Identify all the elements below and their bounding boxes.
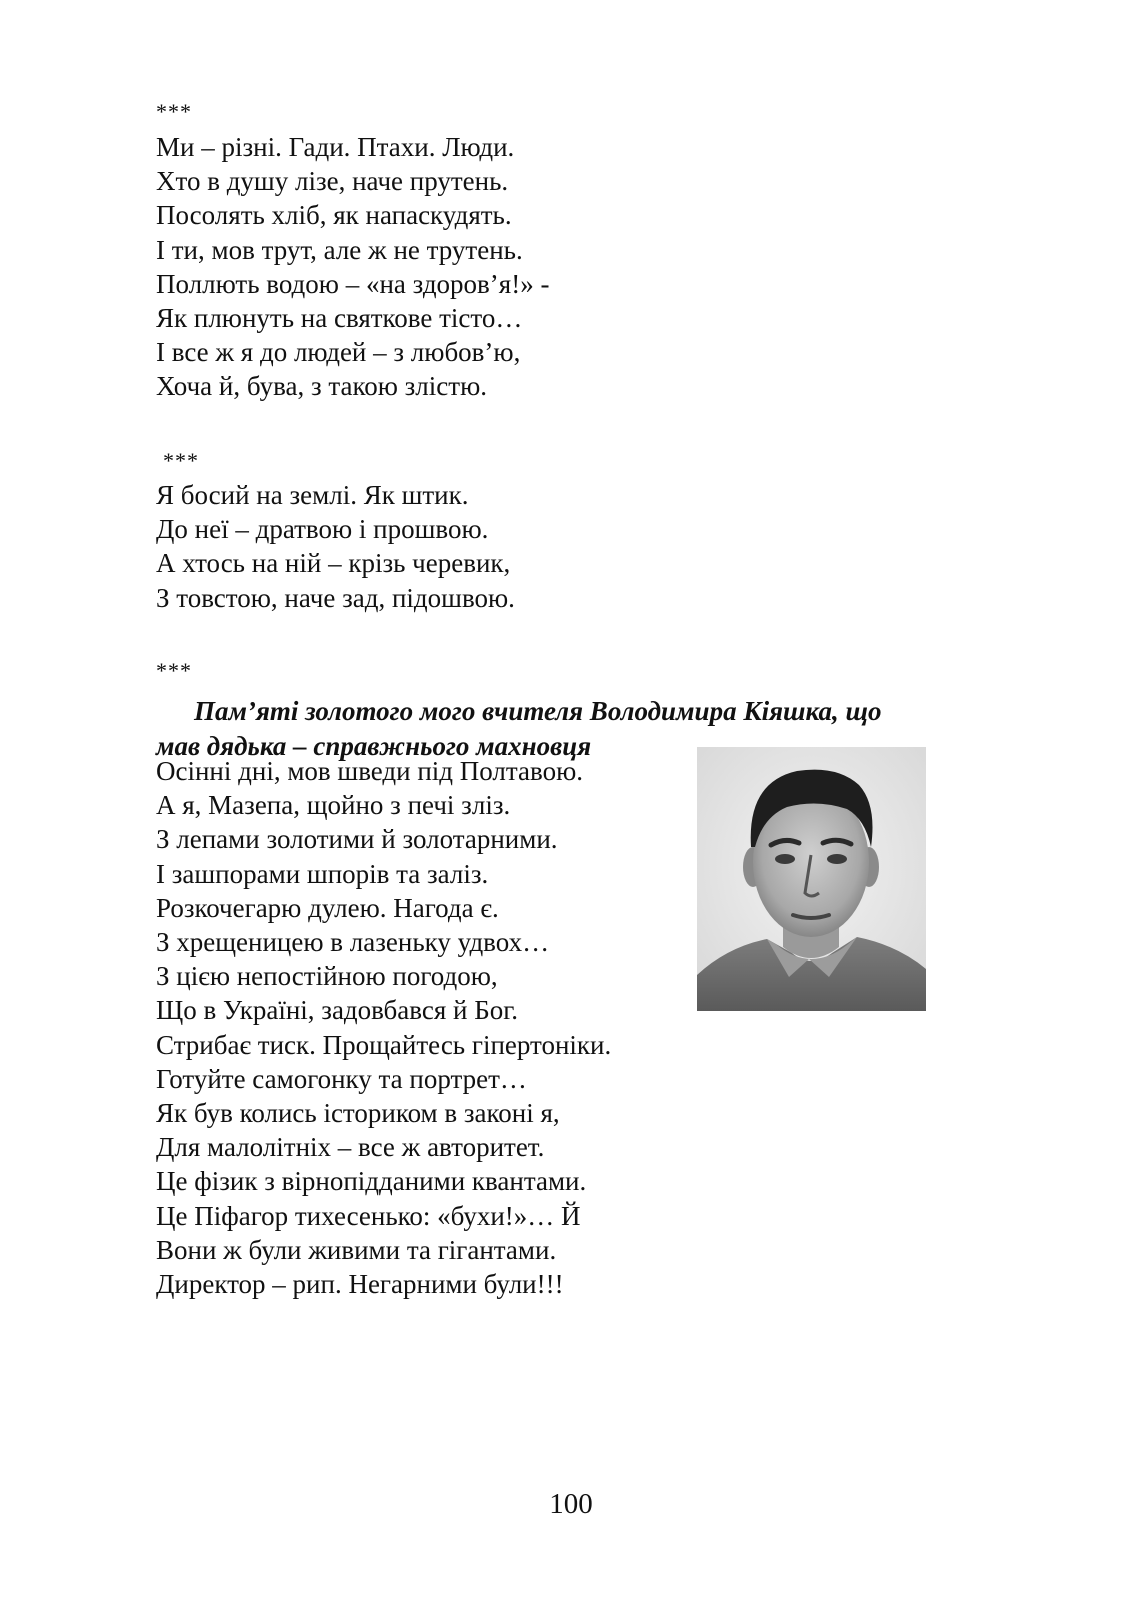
poem-line: Це фізик з вірнопідданими квантами. xyxy=(156,1166,587,1197)
poem-line: Посолять хліб, як напаскудять. xyxy=(156,200,512,231)
poem-2-stanza xyxy=(156,478,515,615)
poem-line: Ми – різні. Гади. Птахи. Люди. xyxy=(156,132,515,162)
poem-line: Як плюнуть на святкове тісто… xyxy=(156,303,523,334)
poem-line: І ти, мов трут, але ж не трутень. xyxy=(156,234,523,265)
poem-1-stanza xyxy=(156,130,549,404)
poem-line: Осінні дні, мов шведи під Полтавою. xyxy=(156,756,584,786)
poem-line: Для малолітніх – все ж авторитет. xyxy=(156,1132,545,1163)
poem-line: Як був колись істориком в законі я, xyxy=(156,1098,560,1129)
poem-line: Це Піфагор тихесенько: «бухи!»… Й xyxy=(156,1200,581,1231)
poem-line: З цією непостійною погодою, xyxy=(156,961,498,992)
portrait-photo-icon xyxy=(697,747,926,1011)
poem-line: А хтось на ній – крізь черевик, xyxy=(156,548,511,579)
poem-line: Вони ж були живими та гігантами. xyxy=(156,1234,557,1265)
poem-line: Стрибає тиск. Прощайтесь гіпертоніки. xyxy=(156,1029,612,1060)
poem-line: Хто в душу лізе, наче прутень. xyxy=(156,166,509,197)
poem-line: Директор – рип. Негарними були!!! xyxy=(156,1269,564,1300)
poem-line: Хоча й, бува, з такою злістю. xyxy=(156,371,487,402)
poem-line: І все ж я до людей – з любов’ю, xyxy=(156,337,521,368)
page-number: 100 xyxy=(549,1488,593,1520)
portrait-photo xyxy=(697,747,926,1011)
dedication-line-1: Пам’яті золотого мого вчителя Володимира Кіяшка, що xyxy=(194,696,882,726)
poem-2 xyxy=(163,447,199,475)
poem-line: Розкочегарю дулею. Нагода є. xyxy=(156,892,499,923)
poem-line: З хрещеницею в лазеньку удвох… xyxy=(156,927,550,958)
poem-line: До неї – дратвою і прошвою. xyxy=(156,514,489,545)
poem-3-stanza xyxy=(156,754,611,1301)
poem-line: Готуйте самогонку та портрет… xyxy=(156,1063,527,1094)
poem-line: Я босий на землі. Як штик. xyxy=(156,480,469,510)
poem-line: І зашпорами шпорів та заліз. xyxy=(156,858,489,889)
section-marker: *** xyxy=(163,448,199,473)
poem-3 xyxy=(156,657,192,685)
poem-line: А я, Мазепа, щойно з печі зліз. xyxy=(156,790,511,821)
section-marker: *** xyxy=(156,99,192,124)
poem-line: Поллють водою – «на здоров’я!» - xyxy=(156,268,550,299)
section-marker: *** xyxy=(156,658,192,683)
dedication-line-2: мав дядька – справжнього махновця xyxy=(156,731,592,761)
poem-line: З товстою, наче зад, підошвою. xyxy=(156,582,515,613)
poem-line: Що в Україні, задовбався й Бог. xyxy=(156,995,519,1026)
poem-line: З лепами золотими й золотарними. xyxy=(156,824,558,855)
poem-1 xyxy=(156,98,192,126)
